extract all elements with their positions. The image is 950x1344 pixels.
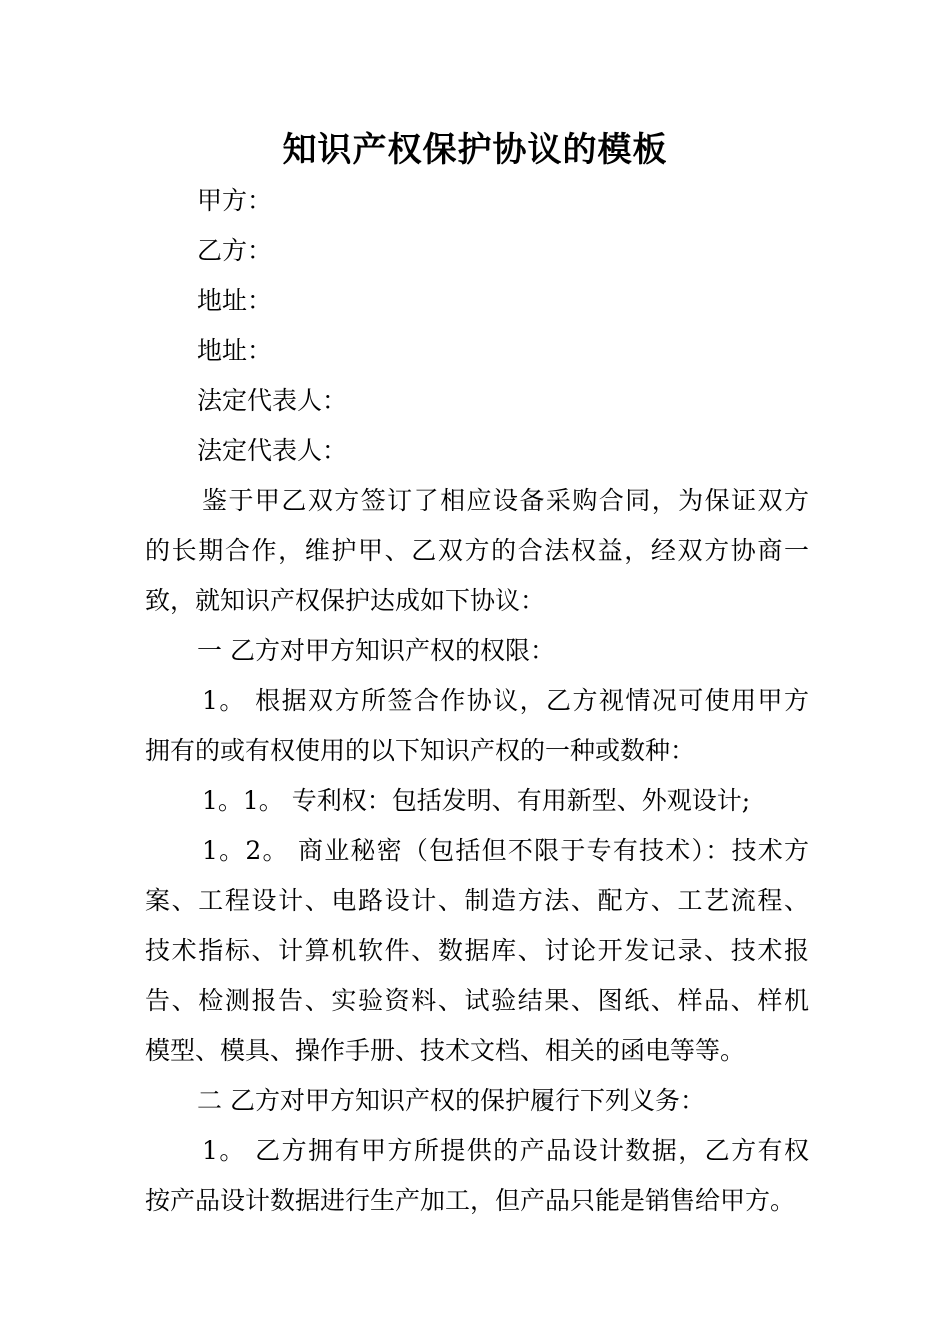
document-body bbox=[145, 176, 809, 1226]
section-1-item-1-1: 1。1。 专利权：包括发明、有用新型、外观设计; bbox=[202, 786, 751, 815]
section-2-item-1-line-1: 1。 乙方拥有甲方所提供的产品设计数据，乙方有权 bbox=[202, 1136, 809, 1165]
preamble-line-1: 鉴于甲乙双方签订了相应设备采购合同，为保证双方 bbox=[202, 486, 809, 515]
section-2-heading: 二 乙方对甲方知识产权的保护履行下列义务： bbox=[197, 1086, 705, 1115]
legal-rep-a-label: 法定代表人： bbox=[197, 386, 348, 415]
section-1-item-1-2-line-5: 模型、模具、操作手册、技术文档、相关的函电等等。 bbox=[145, 1036, 746, 1065]
document-title: 知识产权保护协议的模板 bbox=[282, 130, 668, 170]
address-b-label: 地址： bbox=[197, 336, 273, 365]
section-1-item-1-line-2: 拥有的或有权使用的以下知识产权的一种或数种： bbox=[145, 736, 696, 765]
address-a-label: 地址： bbox=[197, 286, 273, 315]
preamble-line-2: 的长期合作，维护甲、乙双方的合法权益，经双方协商一 bbox=[145, 536, 809, 565]
section-1-item-1-2-line-3: 技术指标、计算机软件、数据库、讨论开发记录、技术报 bbox=[145, 936, 809, 965]
section-1-item-1-2-line-2: 案、工程设计、电路设计、制造方法、配方、工艺流程、 bbox=[145, 886, 809, 915]
section-1-item-1-line-1: 1。 根据双方所签合作协议，乙方视情况可使用甲方 bbox=[202, 686, 809, 715]
section-1-item-1-2-line-4: 告、检测报告、实验资料、试验结果、图纸、样品、样机 bbox=[145, 986, 809, 1015]
legal-rep-b-label: 法定代表人： bbox=[197, 436, 348, 465]
party-b-label: 乙方： bbox=[197, 236, 273, 265]
section-2-item-1-line-2: 按产品设计数据进行生产加工，但产品只能是销售给甲方。 bbox=[145, 1186, 796, 1215]
section-1-item-1-2-line-1: 1。2。 商业秘密（包括但不限于专有技术）：技术方 bbox=[202, 836, 809, 865]
section-1-heading: 一 乙方对甲方知识产权的权限： bbox=[197, 636, 555, 665]
party-a-label: 甲方： bbox=[197, 186, 273, 215]
preamble-line-3: 致，就知识产权保护达成如下协议： bbox=[145, 586, 546, 615]
